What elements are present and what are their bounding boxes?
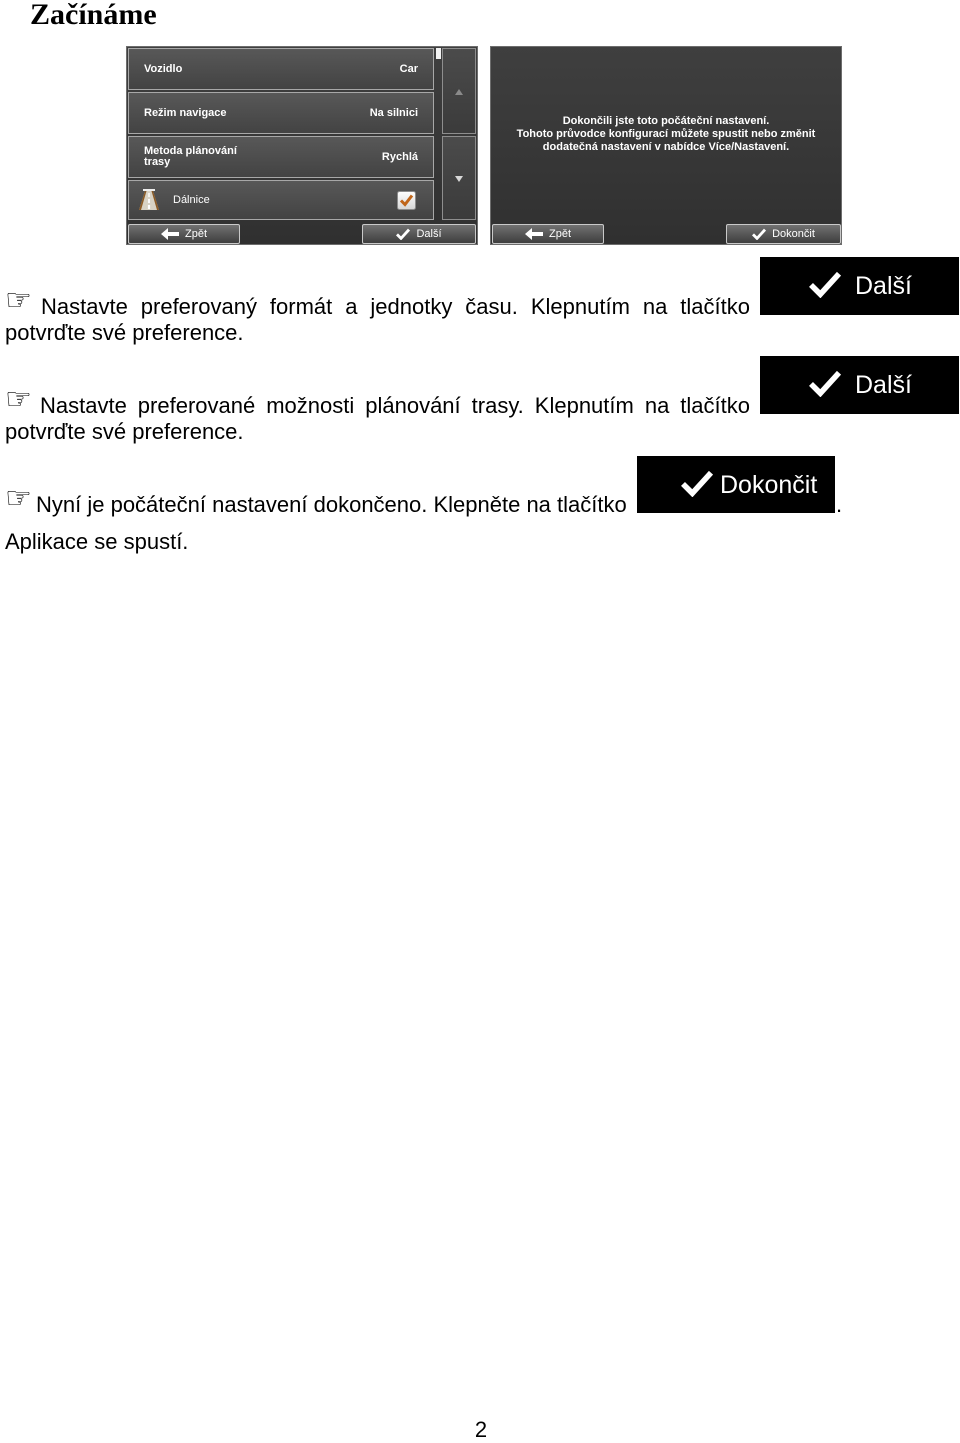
- highway-label: Dálnice: [173, 194, 210, 206]
- finish-button-image-label: Dokončit: [720, 471, 818, 499]
- settings-row-highway: [128, 180, 434, 220]
- scroll-up-area: [442, 48, 476, 134]
- settings-row-vehicle: [128, 48, 434, 90]
- checkmark-icon: [808, 369, 842, 397]
- step-paragraph: [5, 382, 750, 445]
- checkmark-icon: [680, 469, 714, 497]
- settings-row-navigation-mode: [128, 92, 434, 134]
- finish-button-label: Dokončit: [772, 228, 815, 240]
- back-button-label: Zpět: [184, 228, 207, 240]
- checkmark-icon: [808, 270, 842, 298]
- back-button-label: Zpět: [548, 228, 571, 240]
- step-text: Nastavte preferované možnosti plánování trasy. Klepnutím na tlačítko potvrďte své preference.: [5, 393, 750, 444]
- checkbox-checked-icon: [397, 191, 416, 210]
- next-button-image: [760, 257, 959, 315]
- settings-row-value: Car: [399, 63, 418, 75]
- finish-button-image: [637, 456, 835, 513]
- finish-message-line: dodatečná nastavení v nabídce Více/Nastavení.: [542, 141, 790, 153]
- finish-message-line: Tohoto průvodce konfigurací můžete spustit nebo změnit: [516, 128, 816, 140]
- arrow-left-icon: [525, 228, 543, 240]
- arrow-left-icon: [161, 228, 179, 240]
- checkmark-icon: [396, 228, 410, 240]
- step-text-continuation: Aplikace se spustí.: [5, 529, 189, 554]
- next-button-image-label: Další: [855, 272, 912, 300]
- pointing-hand-icon: ☞: [5, 481, 32, 516]
- back-button: [492, 224, 604, 244]
- chevron-down-icon: [455, 176, 463, 182]
- step-text: Nastavte preferovaný formát a jednotky času. Klepnutím na tlačítko potvrďte své preference.: [5, 294, 750, 345]
- step-paragraph: [5, 481, 627, 518]
- settings-row-label: Metoda plánování trasy: [144, 145, 237, 168]
- settings-screenshot: [126, 46, 478, 245]
- back-button: [128, 224, 240, 244]
- checkmark-icon: [752, 228, 766, 240]
- step-text-period: .: [836, 492, 843, 517]
- scrollbar-thumb: [436, 48, 441, 59]
- finish-button: [726, 224, 841, 244]
- settings-row-route-method: [128, 136, 434, 178]
- scroll-down-area: [442, 136, 476, 220]
- next-button-image-label: Další: [855, 371, 912, 399]
- pointing-hand-icon: ☞: [5, 283, 32, 318]
- settings-row-label: Režim navigace: [144, 107, 227, 119]
- next-button-image: [760, 356, 959, 414]
- next-button-label: Další: [416, 228, 442, 240]
- highway-icon: [138, 189, 160, 211]
- pointing-hand-icon: ☞: [5, 382, 32, 417]
- finish-message-line: Dokončili jste toto počáteční nastavení.: [562, 115, 770, 127]
- settings-row-label: Vozidlo: [144, 63, 183, 75]
- next-button: [362, 224, 476, 244]
- step-paragraph: [5, 283, 750, 346]
- settings-row-value: Na silnici: [369, 107, 418, 119]
- finish-screenshot: [490, 46, 842, 245]
- settings-row-value: Rychlá: [381, 151, 418, 163]
- chevron-up-icon: [455, 89, 463, 95]
- page-title: Začínáme: [30, 0, 157, 31]
- finish-message: [491, 115, 841, 154]
- step-text: Nyní je počáteční nastavení dokončeno. Klepněte na tlačítko: [36, 492, 627, 517]
- page-number: 2: [474, 1417, 488, 1442]
